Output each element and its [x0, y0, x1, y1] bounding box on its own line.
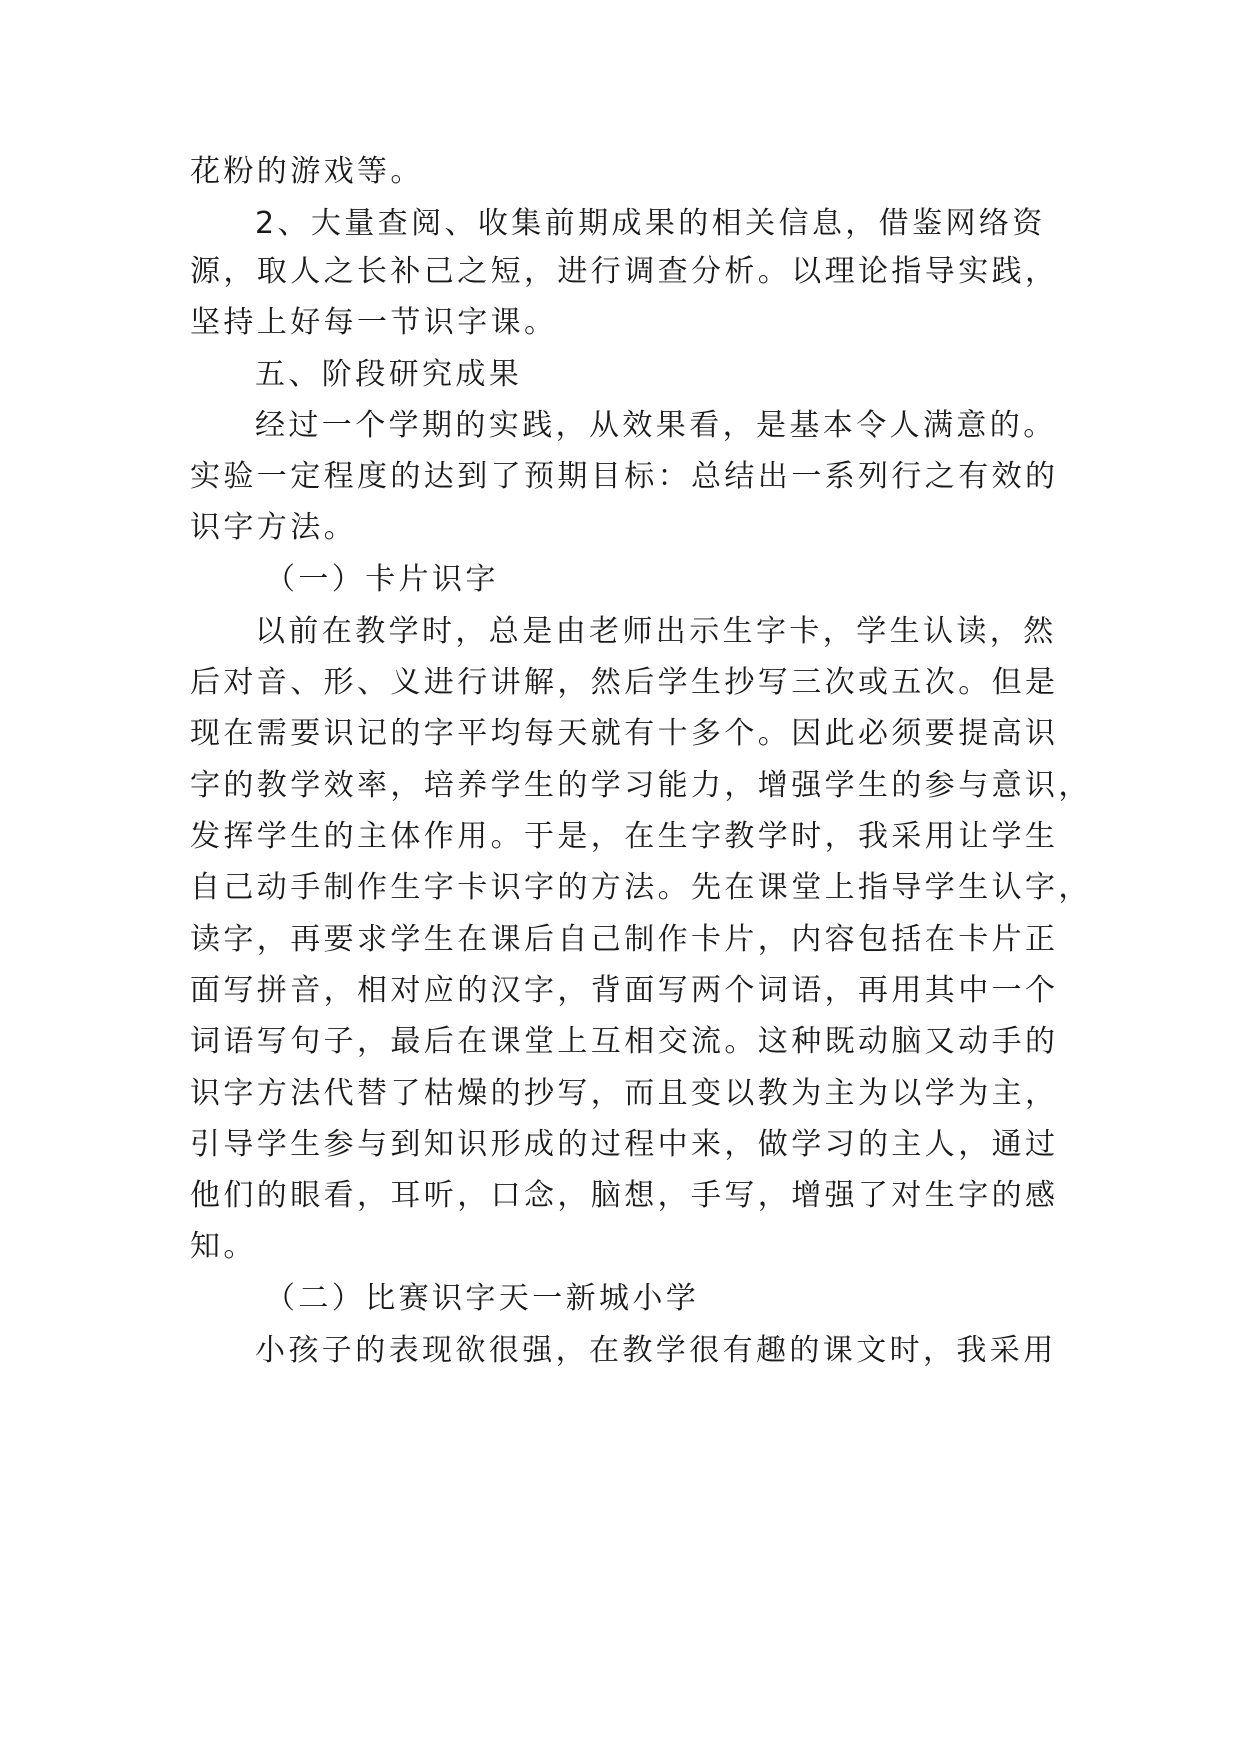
list-item-2: 2、大量查阅、收集前期成果的相关信息，借鉴网络资 [255, 206, 1046, 241]
text-line: 发挥学生的主体作用。于是，在生字教学时，我采用让学生 [190, 819, 1059, 854]
text-line: 识字方法。 [190, 510, 357, 545]
text-line: 知。 [190, 1229, 257, 1264]
text-line: 面写拼音，相对应的汉字，背面写两个词语，再用其中一个 [190, 973, 1059, 1008]
text-line: 读字，再要求学生在课后自己制作卡片，内容包括在卡片正 [190, 922, 1059, 957]
text-line: 花粉的游戏等。 [190, 154, 424, 189]
section-heading-5: 五、阶段研究成果 [255, 357, 523, 392]
text-line: 后对音、形、义进行讲解，然后学生抄写三次或五次。但是 [190, 665, 1059, 700]
text-line: 自己动手制作生字卡识字的方法。先在课堂上指导学生认字， [190, 870, 1092, 905]
paragraph-start: 经过一个学期的实践，从效果看，是基本令人满意的。 [255, 408, 1057, 443]
text-line: 引导学生参与到知识形成的过程中来，做学习的主人，通过 [190, 1127, 1059, 1162]
text-line: 坚持上好每一节识字课。 [190, 305, 558, 340]
text-line: 字的教学效率，培养学生的学习能力，增强学生的参与意识， [190, 768, 1092, 803]
paragraph-start: 小孩子的表现欲很强，在教学很有趣的课文时，我采用 [255, 1333, 1057, 1368]
paragraph-start: 以前在教学时，总是由老师出示生字卡，学生认读，然 [255, 614, 1057, 649]
text-line: 词语写句子，最后在课堂上互相交流。这种既动脑又动手的 [190, 1024, 1059, 1059]
subsection-heading-2: （二）比赛识字天一新城小学 [265, 1281, 700, 1316]
text-line: 他们的眼看，耳听，口念，脑想，手写，增强了对生字的感 [190, 1178, 1059, 1213]
text-line: 实验一定程度的达到了预期目标：总结出一系列行之有效的 [190, 459, 1059, 494]
text-line: 识字方法代替了枯燥的抄写，而且变以教为主为以学为主， [190, 1076, 1059, 1111]
text-line: 源，取人之长补己之短，进行调查分析。以理论指导实践， [190, 254, 1059, 289]
text-line: 现在需要识记的字平均每天就有十多个。因此必须要提高识 [190, 716, 1059, 751]
subsection-heading-1: （一）卡片识字 [265, 562, 499, 597]
